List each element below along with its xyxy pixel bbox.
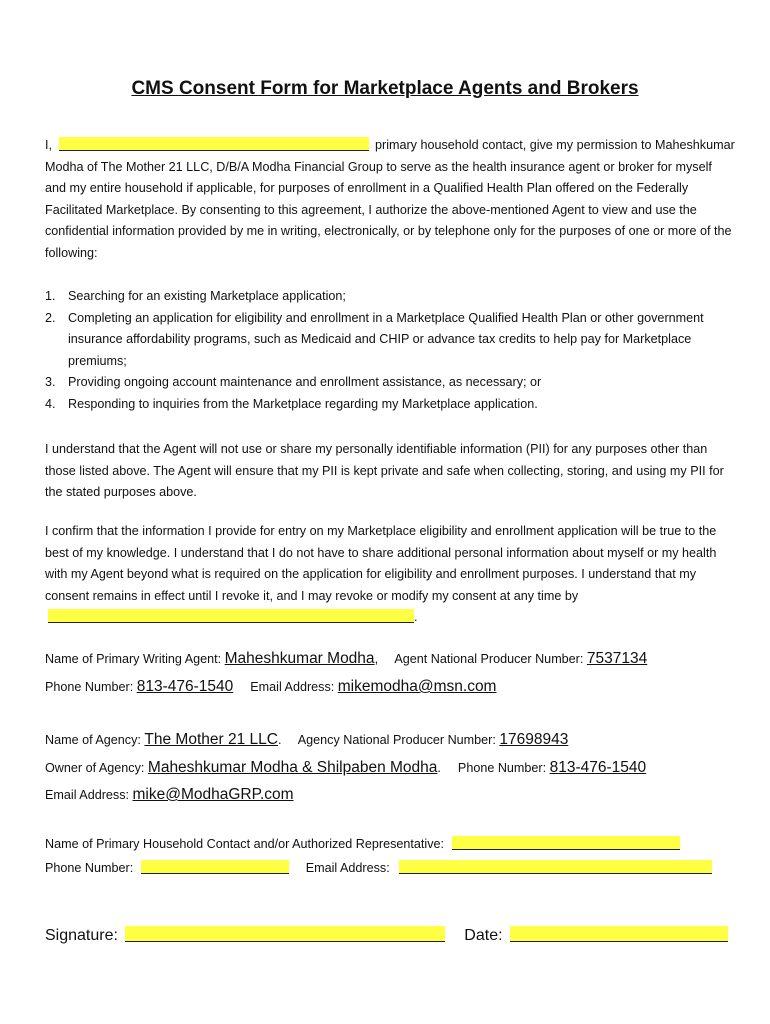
- agency-phone-value: 813-476-1540: [549, 759, 647, 776]
- date-field[interactable]: [510, 926, 728, 942]
- list-item: [45, 308, 735, 373]
- agency-name-sep: .: [277, 733, 282, 747]
- list-text: Completing an application for eligibility and enrollment in a Marketplace Qualified Health Plan or other government insurance affordability programs, such as Medicaid and CHIP or advance tax credits to help pay for Marketplace premiums;: [68, 310, 704, 368]
- pii-paragraph: I understand that the Agent will not use or share my personally identifiable information (PII) for any purposes other than those listed above. The Agent will ensure that my PII is kept private and safe when collecting, storing, and using my PII for the stated purposes above.: [45, 442, 724, 499]
- intro-suffix: primary household contact, give my permission to: [375, 138, 652, 152]
- list-text: Providing ongoing account maintenance and enrollment assistance, as necessary; or: [68, 375, 542, 389]
- intro-body: Maheshkumar Modha of The Mother 21 LLC, D/B/A Modha Financial Group to serve as the health insurance agent or broker for myself and my entire household if applicable, for purposes of enrollment in a Qualified Health Plan offered on the Federally Facilitated Marketplace. By consenting to this agreement, I authorize the above-mentioned Agent to view and use the confidential information provided by me in writing, electronically, or by telephone only for the purposes of one or more of the following:: [45, 138, 735, 260]
- signature-label: Signature:: [45, 927, 118, 944]
- agency-email-value: mike@ModhaGRP.com: [132, 786, 294, 803]
- household-phone-label: Phone Number:: [45, 861, 134, 875]
- agency-npn-label: Agency National Producer Number:: [297, 733, 496, 747]
- household-email-field[interactable]: [399, 860, 712, 874]
- agent-phone-value: 813-476-1540: [136, 678, 234, 695]
- signature-row: [45, 926, 728, 945]
- list-item: [45, 286, 735, 308]
- household-name-label: Name of Primary Household Contact and/or Authorized Representative:: [45, 837, 445, 851]
- agent-phone-label: Phone Number:: [45, 680, 134, 694]
- list-number: 2.: [45, 310, 56, 325]
- list-item: [45, 372, 735, 394]
- agent-email-label: Email Address:: [250, 680, 335, 694]
- household-name-field[interactable]: [452, 836, 680, 850]
- agent-contact-row: [45, 678, 496, 696]
- agency-email-label: Email Address:: [45, 788, 129, 802]
- household-phone-field[interactable]: [141, 860, 289, 874]
- agent-name-sep: ,: [374, 652, 379, 666]
- date-label: Date:: [464, 927, 503, 944]
- household-contact-row: [45, 860, 712, 875]
- agency-name-value: The Mother 21 LLC: [144, 731, 278, 748]
- agent-npn-value: 7537134: [586, 650, 648, 667]
- signature-field[interactable]: [125, 926, 445, 942]
- agency-name-label: Name of Agency:: [45, 733, 141, 747]
- form-title: CMS Consent Form for Marketplace Agents and Brokers: [131, 78, 639, 99]
- agency-name-row: [45, 731, 568, 749]
- agency-owner-sep: .: [437, 761, 441, 775]
- confirm-text: I confirm that the information I provide for entry on my Marketplace eligibility and enrollment application will be true to the best of my knowledge. I understand that I do not have to share additional personal information about myself or my health with my Agent beyond what is required on the application for eligibility and enrollment purposes. I understand that my consent remains in effect until I revoke it, and I may revoke or modify my consent at any time by: [45, 524, 717, 603]
- purpose-list: [45, 286, 735, 415]
- agent-npn-label: Agent National Producer Number:: [394, 652, 584, 666]
- agency-npn-value: 17698943: [499, 731, 569, 748]
- household-name-row: [45, 836, 680, 851]
- confirm-paragraph: [45, 521, 735, 629]
- household-contact-name-field[interactable]: [59, 137, 369, 151]
- agency-phone-label: Phone Number:: [457, 761, 547, 775]
- agent-name-value: Maheshkumar Modha: [224, 650, 375, 667]
- revoke-method-field[interactable]: [48, 609, 414, 623]
- intro-prefix: I,: [45, 138, 52, 152]
- agency-owner-value: Maheshkumar Modha & Shilpaben Modha: [147, 759, 438, 776]
- list-text: Searching for an existing Marketplace application;: [68, 289, 346, 303]
- agency-owner-label: Owner of Agency:: [45, 761, 145, 775]
- household-email-label: Email Address:: [305, 861, 390, 875]
- list-item: [45, 394, 735, 416]
- intro-paragraph: [45, 135, 735, 264]
- list-number: 1.: [45, 289, 56, 303]
- agency-email-row: [45, 786, 294, 804]
- agent-name-label: Name of Primary Writing Agent:: [45, 652, 222, 666]
- list-number: 4.: [45, 396, 56, 411]
- agency-owner-row: [45, 759, 646, 777]
- agent-email-value: mikemodha@msn.com: [337, 678, 497, 695]
- confirm-end: .: [414, 610, 418, 624]
- agent-name-row: [45, 650, 647, 668]
- list-number: 3.: [45, 375, 56, 389]
- list-text: Responding to inquiries from the Marketplace regarding my Marketplace application.: [68, 396, 538, 411]
